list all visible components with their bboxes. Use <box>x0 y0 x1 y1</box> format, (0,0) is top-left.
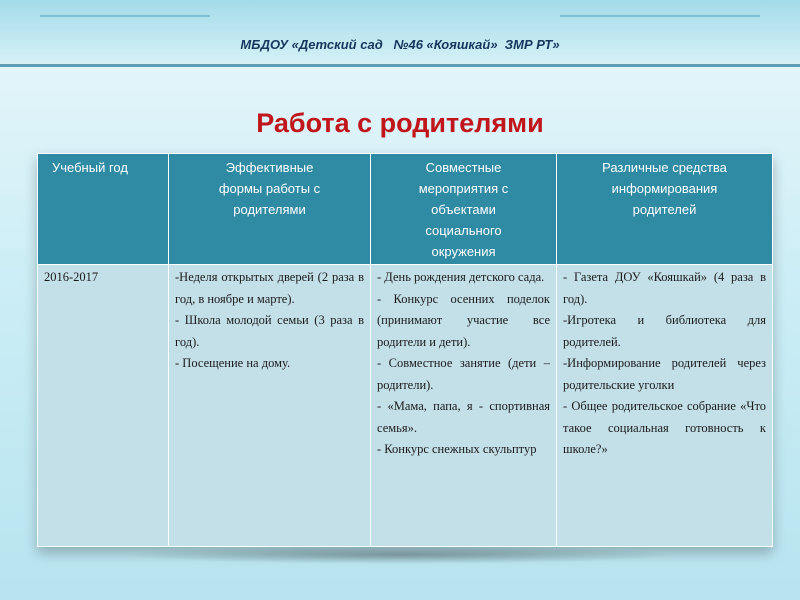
year-value: 2016-2017 <box>44 270 99 284</box>
year-cell <box>38 265 169 547</box>
column-header: Различные средства информирования родителей <box>557 154 773 265</box>
list-item: - Конкурс осенних поделок (принимают участие все родители и дети). <box>377 291 550 349</box>
slide-title: Работа с родителями <box>256 108 544 138</box>
top-banner <box>0 0 800 66</box>
column-header: Эффективные формы работы с родителями <box>169 154 371 265</box>
list-item: - Общее родительское собрание «Что такое социальная готовность к школе?» <box>563 399 766 456</box>
list-item: -Информирование родителей через родительские уголки <box>563 356 766 392</box>
header-divider <box>0 64 800 67</box>
decorative-line <box>40 15 210 17</box>
table-shadow <box>120 546 680 564</box>
table-row <box>38 265 773 547</box>
forms-cell <box>169 265 371 547</box>
list-item: -Неделя открытых дверей (2 раза в год, в ноябре и марте). <box>175 270 364 306</box>
list-item: - Посещение на дому. <box>175 356 291 370</box>
parents-work-table <box>37 153 773 547</box>
list-item: - Газета ДОУ «Кояшкай» (4 раза в год). <box>563 270 766 306</box>
organization-header: МБДОУ «Детский сад №46 «Кояшкай» ЗМР РТ» <box>240 37 560 52</box>
table-header-row <box>38 154 773 265</box>
list-item: - День рождения детского сада. <box>377 270 545 284</box>
column-header: Совместные мероприятия с объектами социального окружения <box>371 154 557 265</box>
list-item: -Игротека и библиотека для родителей. <box>563 313 766 349</box>
decorative-line <box>560 15 760 17</box>
list-item: - Конкурс снежных скульптур <box>377 442 537 456</box>
list-item: - Школа молодой семьи (3 раза в год). <box>175 313 364 349</box>
info-cell <box>557 265 773 547</box>
list-item: - «Мама, папа, я - спортивная семья». <box>377 399 550 435</box>
events-cell <box>371 265 557 547</box>
column-header: Учебный год <box>38 154 169 265</box>
list-item: - Совместное занятие (дети – родители). <box>377 356 550 392</box>
